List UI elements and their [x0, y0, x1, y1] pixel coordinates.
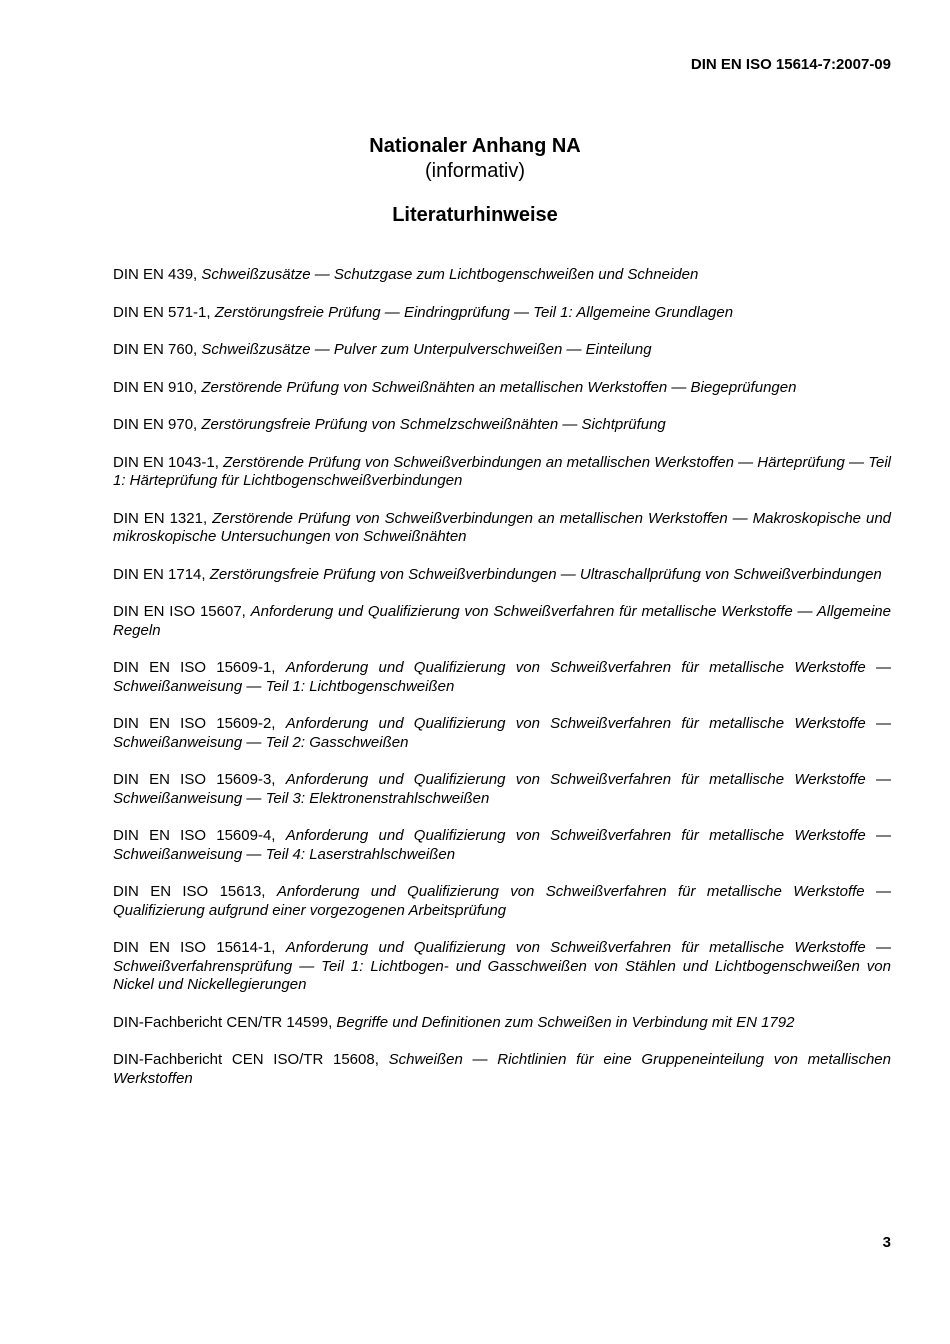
reference-id: DIN EN ISO 15613,: [113, 883, 266, 900]
reference-title: Anforderung und Qualifizierung von Schweißverfahren für metallische Werkstoffe — Allgemeine Regeln: [113, 603, 891, 639]
reference-item: [113, 379, 891, 398]
reference-item: [113, 1014, 891, 1033]
document-id: DIN EN ISO 15614-7:2007-09: [690, 56, 891, 73]
reference-title: Zerstörende Prüfung von Schweißverbindungen an metallischen Werkstoffen — Makroskopische und mikroskopische Untersuchungen von Schweißnähten: [113, 509, 891, 545]
reference-id: DIN EN 1714,: [113, 565, 206, 583]
reference-title: Anforderung und Qualifizierung von Schweißverfahren für metallische Werkstoffe — Schweißanweisung — Teil 4: Laserstrahlschweißen: [113, 827, 891, 863]
annex-title: Nationaler Anhang NA: [369, 135, 581, 157]
annex-subtitle: (informativ): [424, 160, 525, 182]
reference-item: [113, 659, 891, 696]
reference-id: DIN-Fachbericht CEN ISO/TR 15608,: [113, 1051, 379, 1068]
reference-id: DIN EN ISO 15609-2,: [113, 715, 276, 732]
reference-id: DIN EN ISO 15607,: [113, 603, 246, 620]
reference-id: DIN EN 760,: [113, 341, 198, 358]
reference-item: [113, 827, 891, 864]
reference-item: [113, 566, 891, 585]
reference-title: Zerstörende Prüfung von Schweißverbindungen an metallischen Werkstoffen — Härteprüfung — Teil 1: Härteprüfung für Lichtbogenschweißverbindungen: [113, 453, 892, 489]
reference-title: Anforderung und Qualifizierung von Schweißverfahren für metallische Werkstoffe — Schweißverfahrensprüfung — Teil 1: Lichtbogen- und Gasschweißen von Stählen und Lichtbogenschweißen von Nickel und Nickellegierungen: [113, 939, 891, 993]
reference-title: Schweißen — Richtlinien für eine Gruppeneinteilung von metallischen Werkstoffen: [113, 1051, 891, 1087]
reference-title: Anforderung und Qualifizierung von Schweißverfahren für metallische Werkstoffe — Schweißanweisung — Teil 2: Gasschweißen: [113, 715, 891, 751]
reference-item: [113, 304, 891, 323]
reference-item: [113, 341, 891, 360]
reference-id: DIN EN 910,: [113, 378, 198, 396]
reference-id: DIN EN ISO 15609-4,: [113, 827, 276, 844]
reference-id: DIN EN ISO 15609-1,: [113, 659, 276, 676]
reference-item: [113, 416, 891, 435]
reference-title: Schweißzusätze — Schutzgase zum Lichtbogenschweißen und Schneiden: [201, 266, 699, 283]
reference-item: [113, 1051, 891, 1088]
reference-item: [113, 715, 891, 752]
reference-title: Anforderung und Qualifizierung von Schweißverfahren für metallische Werkstoffe — Qualifizierung aufgrund einer vorgezogenen Arbeitsprüfung: [113, 883, 891, 919]
reference-id: DIN EN 571-1,: [113, 303, 211, 321]
reference-id: DIN EN 970,: [113, 416, 198, 433]
reference-title: Schweißzusätze — Pulver zum Unterpulverschweißen — Einteilung: [201, 341, 652, 358]
reference-title: Zerstörungsfreie Prüfung von Schmelzschweißnähten — Sichtprüfung: [201, 416, 666, 433]
reference-id: DIN EN ISO 15614-1,: [113, 939, 276, 956]
reference-title: Anforderung und Qualifizierung von Schweißverfahren für metallische Werkstoffe — Schweißanweisung — Teil 1: Lichtbogenschweißen: [113, 659, 891, 695]
reference-id: DIN EN 1043-1,: [113, 453, 219, 471]
reference-id: DIN EN 439,: [113, 266, 198, 283]
reference-id: DIN-Fachbericht CEN/TR 14599,: [113, 1013, 333, 1031]
reference-item: [113, 939, 891, 995]
reference-title: Zerstörende Prüfung von Schweißnähten an metallischen Werkstoffen — Biegeprüfungen: [201, 378, 797, 396]
reference-item: [113, 603, 891, 640]
reference-item: [113, 266, 891, 285]
reference-list: [113, 266, 891, 1107]
reference-item: [113, 771, 891, 808]
reference-title: Anforderung und Qualifizierung von Schweißverfahren für metallische Werkstoffe — Schweißanweisung — Teil 3: Elektronenstrahlschweißen: [113, 771, 891, 807]
reference-id: DIN EN ISO 15609-3,: [113, 771, 276, 788]
reference-title: Zerstörungsfreie Prüfung von Schweißverbindungen — Ultraschallprüfung von Schweißverbindungen: [209, 565, 882, 583]
reference-title: Begriffe und Definitionen zum Schweißen in Verbindung mit EN 1792: [336, 1013, 795, 1031]
section-title: Literaturhinweise: [392, 204, 558, 226]
reference-id: DIN EN 1321,: [113, 509, 208, 527]
reference-item: [113, 510, 891, 547]
reference-title: Zerstörungsfreie Prüfung — Eindringprüfung — Teil 1: Allgemeine Grundlagen: [214, 303, 734, 321]
reference-item: [113, 454, 891, 491]
page-number: 3: [882, 1234, 891, 1251]
reference-item: [113, 883, 891, 920]
